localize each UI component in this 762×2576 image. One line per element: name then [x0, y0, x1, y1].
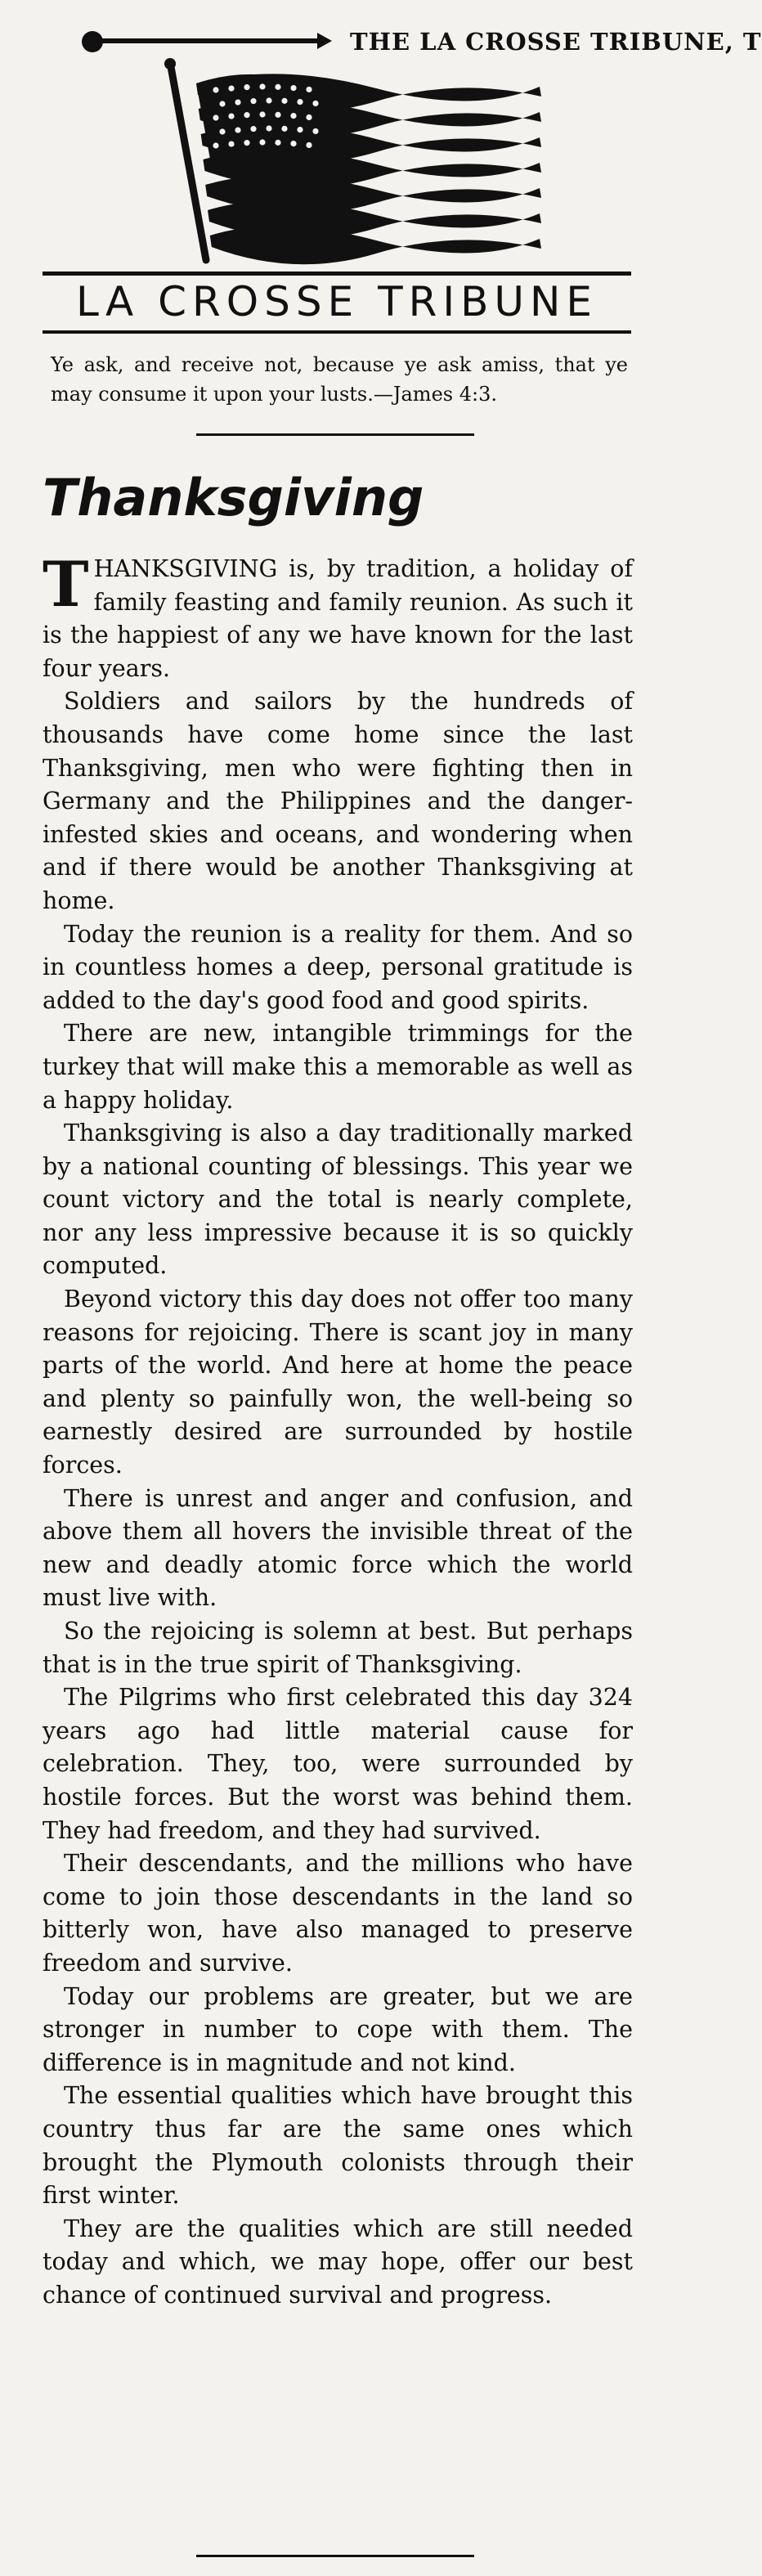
paragraph: Today the reunion is a reality for them. And so in countless homes a deep, personal gratitude is added to the day's good food and good spirits.: [43, 920, 633, 1014]
section-divider: [196, 433, 474, 436]
paragraph: Beyond victory this day does not offer too many reasons for rejoicing. There is scant joy in many parts of the world. And here at home the peace and plenty so painfully won, the well-being so earnestly desired are surrounded by hostile forces.: [43, 1286, 633, 1479]
paragraph: So the rejoicing is solemn at best. But perhaps that is in the true spirit of Thanksgiving.: [43, 1618, 633, 1678]
editorial-body: [43, 548, 633, 2312]
paragraph: Today our problems are greater, but we are stronger in number to cope with them. The difference is in magnitude and not kind.: [43, 1982, 633, 2076]
masthead-title: LA CROSSE TRIBUNE: [76, 278, 598, 325]
paragraph: There is unrest and anger and confusion, and above them all hovers the invisible threat of the new and deadly atomic force which the world must live with.: [43, 1484, 633, 1612]
masthead-rule-bottom: [43, 330, 631, 334]
masthead-rule-top: [43, 272, 631, 276]
editorial-headline: Thanksgiving: [43, 468, 424, 527]
end-divider: [196, 2555, 474, 2557]
scripture-verse: Ye ask, and receive not, because ye ask amiss, that ye may consume it upon your lusts.—James 4:3.: [51, 353, 628, 406]
paragraph: The Pilgrims who first celebrated this day 324 years ago had little material cause for celebration. They, too, were surrounded by hostile forces. But the worst was behind them. They had freedom, and they had survived.: [43, 1684, 633, 1844]
running-head-rule: [82, 23, 762, 56]
paragraph: Their descendants, and the millions who have come to join those descendants in the land so bitterly won, have also managed to preserve freedom and survive.: [43, 1850, 633, 1977]
paragraph: The essential qualities which have brought this country thus far are the same ones which brought the Plymouth colonists through their first winter.: [43, 2082, 633, 2210]
paragraph: There are new, intangible trimmings for the turkey that will make this a memorable as well as a happy holiday.: [43, 1020, 633, 1114]
ornament-line: [100, 38, 320, 43]
drop-cap: T: [43, 548, 89, 621]
american-flag-icon: [164, 59, 548, 263]
paragraph: Thanksgiving is also a day traditionally marked by a national counting of blessings. This year we count victory and the total is nearly complete, nor any less impressive because it is so quickly computed.: [43, 1120, 633, 1280]
paragraph: THANKSGIVING is, by tradition, a holiday of family feasting and family reunion. As such it is the happiest of any we have known for the last four years.: [43, 548, 633, 682]
paragraph: Soldiers and sailors by the hundreds of thousands have come home since the last Thanksgiving, men who were fighting then in Germany and the Philippines and the danger-infested skies and oceans, and wondering when and if there would be another Thanksgiving at home.: [43, 688, 633, 914]
running-head: THE LA CROSSE TRIBUNE, T: [350, 28, 762, 56]
paragraph: They are the qualities which are still needed today and which, we may hope, offer our best chance of continued survival and progress.: [43, 2215, 633, 2309]
arrow-ornament: [317, 33, 332, 49]
